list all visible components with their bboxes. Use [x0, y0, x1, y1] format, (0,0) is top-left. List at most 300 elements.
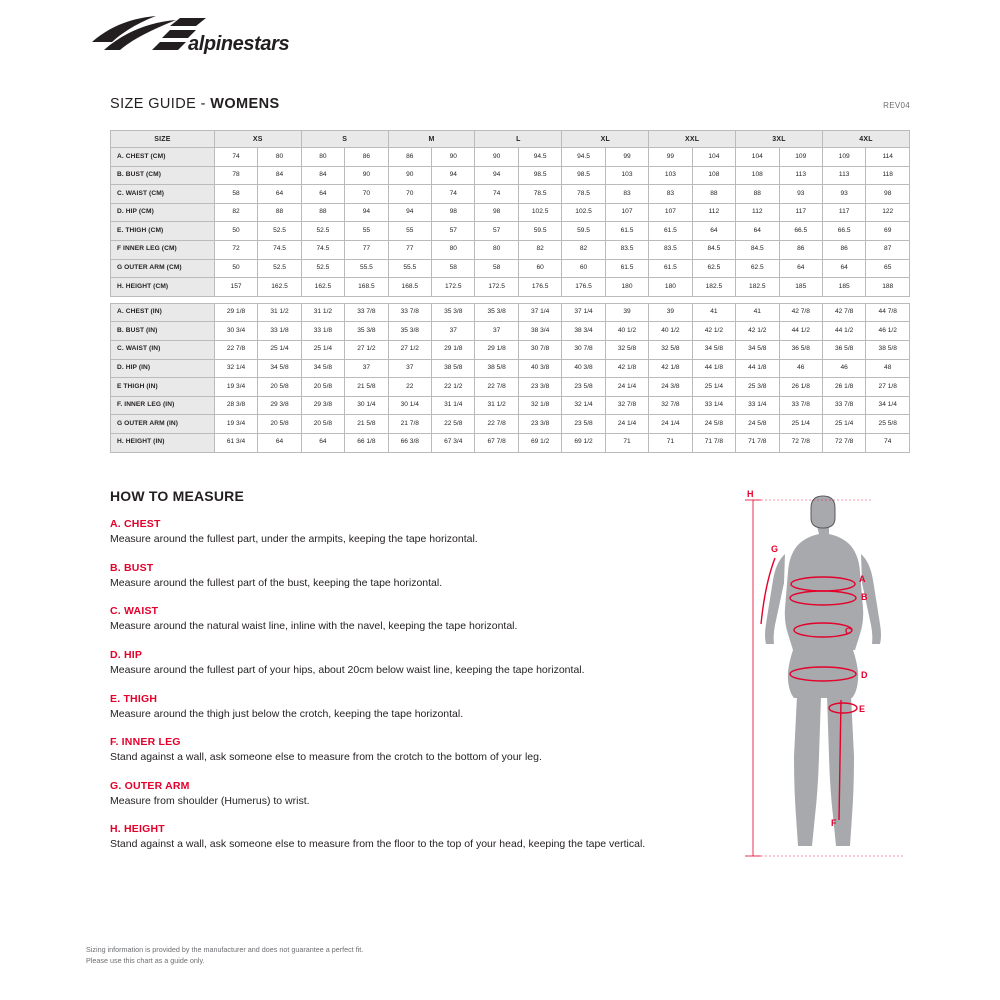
table-cell: 42 1/2 — [736, 322, 779, 341]
table-cell: 109 — [779, 148, 822, 167]
table-cell: 94 — [388, 203, 431, 222]
table-row — [111, 359, 910, 378]
table-cell: 80 — [258, 148, 301, 167]
table-cell: 71 — [649, 433, 692, 452]
table-cell: 19 3/4 — [214, 378, 257, 397]
table-cell: 38 3/4 — [518, 322, 561, 341]
table-cell: 113 — [822, 166, 865, 185]
table-cell: 107 — [649, 203, 692, 222]
table-cell: 88 — [301, 203, 344, 222]
table-cell: 22 5/8 — [432, 415, 475, 434]
table-cell: 87 — [866, 240, 910, 259]
table-cell: 99 — [605, 148, 648, 167]
table-row — [111, 415, 910, 434]
table-cell: 37 — [432, 322, 475, 341]
table-cell: 71 — [605, 433, 648, 452]
table-cell: 55 — [388, 222, 431, 241]
table-cell: 52.5 — [258, 222, 301, 241]
table-body — [111, 148, 910, 453]
table-cell: 38 5/8 — [432, 359, 475, 378]
measure-heading: B. BUST — [110, 561, 154, 574]
measure-heading: H. HEIGHT — [110, 823, 165, 836]
table-cell: 32 1/8 — [518, 396, 561, 415]
table-cell: 71 7/8 — [736, 433, 779, 452]
table-spacer — [111, 296, 910, 303]
table-cell: 61.5 — [605, 259, 648, 278]
table-cell: 64 — [258, 185, 301, 204]
table-cell: 32 1/4 — [562, 396, 605, 415]
table-cell: 78.5 — [518, 185, 561, 204]
table-spacer-cell — [111, 296, 910, 303]
table-cell: 29 1/8 — [432, 340, 475, 359]
table-cell: 33 1/4 — [736, 396, 779, 415]
table-cell: 180 — [605, 278, 648, 297]
revision-label: REV04 — [883, 101, 910, 110]
table-cell: 52.5 — [301, 259, 344, 278]
table-cell: 98 — [475, 203, 518, 222]
table-cell: 20 5/8 — [301, 415, 344, 434]
page-title — [110, 96, 280, 112]
table-cell: 58 — [432, 259, 475, 278]
table-cell: 21 7/8 — [388, 415, 431, 434]
table-cell: 23 3/8 — [518, 378, 561, 397]
table-cell: 33 7/8 — [388, 303, 431, 322]
table-cell: 84.5 — [692, 240, 735, 259]
table-cell: 172.5 — [432, 278, 475, 297]
table-cell: 42 1/8 — [605, 359, 648, 378]
table-cell: 29 3/8 — [258, 396, 301, 415]
table-cell: 46 1/2 — [866, 322, 910, 341]
table-cell: 80 — [475, 240, 518, 259]
table-cell: 46 — [779, 359, 822, 378]
table-cell: 64 — [692, 222, 735, 241]
table-cell: 58 — [214, 185, 257, 204]
table-cell: 74 — [432, 185, 475, 204]
measure-description: Measure around the thigh just below the crotch, keeping the tape horizontal. — [110, 707, 464, 720]
table-cell: 36 5/8 — [779, 340, 822, 359]
row-label: F INNER LEG (CM) — [111, 240, 215, 259]
table-cell: 84.5 — [736, 240, 779, 259]
table-cell: 176.5 — [518, 278, 561, 297]
table-cell: 24 1/4 — [605, 415, 648, 434]
svg-text:A: A — [859, 574, 866, 584]
table-cell: 57 — [432, 222, 475, 241]
measure-heading: F. INNER LEG — [110, 736, 181, 749]
table-cell: 77 — [345, 240, 388, 259]
table-cell: 22 7/8 — [475, 415, 518, 434]
svg-text:C: C — [845, 626, 852, 636]
measure-block — [110, 736, 730, 764]
table-cell: 64 — [258, 433, 301, 452]
table-cell: 94 — [432, 166, 475, 185]
table-cell: 64 — [822, 259, 865, 278]
table-cell: 64 — [301, 185, 344, 204]
row-label: D. HIP (IN) — [111, 359, 215, 378]
table-cell: 74.5 — [258, 240, 301, 259]
measure-block — [110, 693, 730, 721]
table-cell: 44 1/2 — [822, 322, 865, 341]
table-cell: 32 7/8 — [649, 396, 692, 415]
footnote-line-2: Please use this chart as a guide only. — [86, 956, 205, 966]
table-cell: 62.5 — [736, 259, 779, 278]
table-cell: 42 7/8 — [822, 303, 865, 322]
table-cell: 32 1/4 — [214, 359, 257, 378]
table-cell: 168.5 — [345, 278, 388, 297]
table-cell: 52.5 — [258, 259, 301, 278]
row-label: D. HIP (CM) — [111, 203, 215, 222]
measure-heading: C. WAIST — [110, 605, 159, 618]
table-cell: 61.5 — [649, 259, 692, 278]
table-cell: 52.5 — [301, 222, 344, 241]
table-cell: 66.5 — [779, 222, 822, 241]
size-header-m: M — [388, 131, 475, 148]
table-cell: 64 — [736, 222, 779, 241]
table-cell: 31 1/2 — [475, 396, 518, 415]
table-cell: 82 — [562, 240, 605, 259]
table-cell: 33 7/8 — [345, 303, 388, 322]
table-row — [111, 148, 910, 167]
table-cell: 74 — [866, 433, 910, 452]
table-cell: 37 — [388, 359, 431, 378]
table-cell: 38 5/8 — [475, 359, 518, 378]
size-header-xxl: XXL — [649, 131, 736, 148]
table-cell: 114 — [866, 148, 910, 167]
table-cell: 24 3/8 — [649, 378, 692, 397]
table-cell: 35 3/8 — [432, 303, 475, 322]
table-cell: 117 — [822, 203, 865, 222]
table-row — [111, 303, 910, 322]
table-cell: 33 1/8 — [258, 322, 301, 341]
table-cell: 23 5/8 — [562, 378, 605, 397]
row-label: A. CHEST (CM) — [111, 148, 215, 167]
measure-block — [110, 518, 730, 546]
table-cell: 34 1/4 — [866, 396, 910, 415]
table-cell: 162.5 — [301, 278, 344, 297]
size-table — [110, 130, 910, 453]
table-cell: 55 — [345, 222, 388, 241]
table-cell: 74 — [214, 148, 257, 167]
table-cell: 118 — [866, 166, 910, 185]
table-row — [111, 396, 910, 415]
table-cell: 30 7/8 — [518, 340, 561, 359]
table-cell: 94.5 — [562, 148, 605, 167]
row-label: H. HEIGHT (IN) — [111, 433, 215, 452]
table-cell: 57 — [475, 222, 518, 241]
table-row — [111, 240, 910, 259]
table-cell: 112 — [736, 203, 779, 222]
table-cell: 176.5 — [562, 278, 605, 297]
table-cell: 31 1/4 — [432, 396, 475, 415]
table-cell: 94 — [345, 203, 388, 222]
table-cell: 82 — [518, 240, 561, 259]
table-cell: 104 — [692, 148, 735, 167]
measure-description: Measure around the fullest part, under the armpits, keeping the tape horizontal. — [110, 533, 478, 545]
row-label: A. CHEST (IN) — [111, 303, 215, 322]
row-label: C. WAIST (IN) — [111, 340, 215, 359]
table-cell: 33 7/8 — [779, 396, 822, 415]
table-cell: 27 1/8 — [866, 378, 910, 397]
table-cell: 24 5/8 — [736, 415, 779, 434]
table-cell: 84 — [301, 166, 344, 185]
table-cell: 185 — [822, 278, 865, 297]
table-cell: 20 5/8 — [301, 378, 344, 397]
table-cell: 25 1/4 — [692, 378, 735, 397]
table-cell: 107 — [605, 203, 648, 222]
table-cell: 83.5 — [649, 240, 692, 259]
table-cell: 25 1/4 — [301, 340, 344, 359]
size-header-xs: XS — [214, 131, 301, 148]
table-cell: 82 — [214, 203, 257, 222]
table-cell: 84 — [258, 166, 301, 185]
table-cell: 113 — [779, 166, 822, 185]
table-cell: 185 — [779, 278, 822, 297]
table-cell: 42 1/2 — [692, 322, 735, 341]
table-cell: 30 7/8 — [562, 340, 605, 359]
table-cell: 36 5/8 — [822, 340, 865, 359]
page-title-prefix: SIZE GUIDE - — [110, 96, 211, 112]
table-row — [111, 278, 910, 297]
table-cell: 188 — [866, 278, 910, 297]
row-label: B. BUST (IN) — [111, 322, 215, 341]
table-cell: 24 5/8 — [692, 415, 735, 434]
table-row — [111, 203, 910, 222]
table-cell: 103 — [649, 166, 692, 185]
measure-heading: A. CHEST — [110, 518, 161, 530]
table-cell: 55.5 — [345, 259, 388, 278]
table-cell: 40 3/8 — [562, 359, 605, 378]
table-row — [111, 433, 910, 452]
table-cell: 32 5/8 — [605, 340, 648, 359]
table-cell: 59.5 — [518, 222, 561, 241]
table-cell: 98.5 — [562, 166, 605, 185]
table-cell: 25 3/8 — [736, 378, 779, 397]
table-cell: 32 7/8 — [605, 396, 648, 415]
table-cell: 94.5 — [518, 148, 561, 167]
table-cell: 44 1/2 — [779, 322, 822, 341]
table-cell: 22 1/2 — [432, 378, 475, 397]
how-to-measure-title: HOW TO MEASURE — [110, 488, 244, 504]
table-cell: 98.5 — [518, 166, 561, 185]
table-cell: 86 — [345, 148, 388, 167]
table-cell: 27 1/2 — [345, 340, 388, 359]
table-cell: 98 — [866, 185, 910, 204]
table-cell: 172.5 — [475, 278, 518, 297]
table-cell: 83 — [605, 185, 648, 204]
table-cell: 22 — [388, 378, 431, 397]
table-cell: 157 — [214, 278, 257, 297]
table-cell: 32 5/8 — [649, 340, 692, 359]
table-cell: 80 — [301, 148, 344, 167]
svg-text:F: F — [831, 818, 837, 828]
table-cell: 42 7/8 — [779, 303, 822, 322]
measure-block — [110, 780, 730, 808]
table-cell: 40 1/2 — [649, 322, 692, 341]
svg-text:alpinestars: alpinestars — [188, 33, 290, 55]
table-cell: 109 — [822, 148, 865, 167]
alpinestars-logo — [84, 12, 314, 58]
size-table-wrap — [110, 130, 910, 453]
table-cell: 41 — [736, 303, 779, 322]
table-cell: 55.5 — [388, 259, 431, 278]
table-cell: 88 — [692, 185, 735, 204]
table-cell: 27 1/2 — [388, 340, 431, 359]
table-cell: 86 — [388, 148, 431, 167]
table-cell: 50 — [214, 259, 257, 278]
table-cell: 69 1/2 — [562, 433, 605, 452]
table-cell: 80 — [432, 240, 475, 259]
table-cell: 34 5/8 — [258, 359, 301, 378]
table-cell: 26 1/8 — [822, 378, 865, 397]
table-cell: 60 — [562, 259, 605, 278]
table-row — [111, 340, 910, 359]
row-label: F. INNER LEG (IN) — [111, 396, 215, 415]
table-cell: 102.5 — [518, 203, 561, 222]
table-cell: 59.5 — [562, 222, 605, 241]
table-cell: 24 1/4 — [649, 415, 692, 434]
measure-description: Measure around the fullest part of the bust, keeping the tape horizontal. — [110, 576, 443, 589]
table-cell: 108 — [736, 166, 779, 185]
table-cell: 90 — [388, 166, 431, 185]
table-cell: 99 — [649, 148, 692, 167]
measure-block — [110, 605, 730, 633]
table-cell: 23 5/8 — [562, 415, 605, 434]
table-cell: 44 1/8 — [736, 359, 779, 378]
table-cell: 83.5 — [605, 240, 648, 259]
size-header-3xl: 3XL — [736, 131, 823, 148]
table-cell: 30 3/4 — [214, 322, 257, 341]
table-cell: 108 — [692, 166, 735, 185]
row-label: G OUTER ARM (CM) — [111, 259, 215, 278]
table-cell: 86 — [779, 240, 822, 259]
table-cell: 94 — [475, 166, 518, 185]
table-cell: 90 — [432, 148, 475, 167]
table-cell: 39 — [605, 303, 648, 322]
size-header-s: S — [301, 131, 388, 148]
measure-heading: G. OUTER ARM — [110, 779, 190, 792]
table-cell: 78 — [214, 166, 257, 185]
table-cell: 35 3/8 — [388, 322, 431, 341]
row-label: G OUTER ARM (IN) — [111, 415, 215, 434]
page-title-suffix: WOMENS — [210, 96, 280, 112]
table-cell: 66.5 — [822, 222, 865, 241]
table-cell: 182.5 — [736, 278, 779, 297]
table-cell: 20 5/8 — [258, 378, 301, 397]
row-label: E. THIGH (CM) — [111, 222, 215, 241]
footnote-line-1: Sizing information is provided by the manufacturer and does not guarantee a perfect fit. — [86, 945, 364, 954]
table-cell: 29 3/8 — [301, 396, 344, 415]
table-cell: 90 — [345, 166, 388, 185]
table-cell: 83 — [649, 185, 692, 204]
table-cell: 31 1/2 — [258, 303, 301, 322]
table-cell: 29 1/8 — [214, 303, 257, 322]
table-cell: 48 — [866, 359, 910, 378]
table-cell: 90 — [475, 148, 518, 167]
table-cell: 42 1/8 — [649, 359, 692, 378]
table-cell: 104 — [736, 148, 779, 167]
table-cell: 34 5/8 — [736, 340, 779, 359]
table-header-row — [111, 131, 910, 148]
measure-heading: E. THIGH — [110, 692, 158, 705]
table-cell: 29 1/8 — [475, 340, 518, 359]
footnote — [86, 944, 363, 966]
table-cell: 28 3/8 — [214, 396, 257, 415]
table-cell: 62.5 — [692, 259, 735, 278]
table-cell: 40 1/2 — [605, 322, 648, 341]
table-row — [111, 378, 910, 397]
table-cell: 98 — [432, 203, 475, 222]
size-header-l: L — [475, 131, 562, 148]
table-cell: 34 5/8 — [301, 359, 344, 378]
table-row — [111, 185, 910, 204]
table-cell: 25 5/8 — [866, 415, 910, 434]
table-cell: 168.5 — [388, 278, 431, 297]
table-cell: 35 3/8 — [345, 322, 388, 341]
row-label: E THIGH (IN) — [111, 378, 215, 397]
table-cell: 61 3/4 — [214, 433, 257, 452]
page-title-row — [110, 96, 910, 112]
table-cell: 182.5 — [692, 278, 735, 297]
table-cell: 34 5/8 — [692, 340, 735, 359]
svg-text:E: E — [859, 704, 866, 714]
table-cell: 74.5 — [301, 240, 344, 259]
size-header-4xl: 4XL — [822, 131, 909, 148]
row-label: C. WAIST (CM) — [111, 185, 215, 204]
table-cell: 67 3/4 — [432, 433, 475, 452]
table-cell: 117 — [779, 203, 822, 222]
table-cell: 77 — [388, 240, 431, 259]
table-cell: 66 3/8 — [388, 433, 431, 452]
table-cell: 37 — [345, 359, 388, 378]
table-cell: 20 5/8 — [258, 415, 301, 434]
table-cell: 22 7/8 — [214, 340, 257, 359]
table-cell: 38 3/4 — [562, 322, 605, 341]
table-cell: 44 7/8 — [866, 303, 910, 322]
table-cell: 19 3/4 — [214, 415, 257, 434]
table-cell: 39 — [649, 303, 692, 322]
table-cell: 37 1/4 — [518, 303, 561, 322]
table-cell: 33 1/4 — [692, 396, 735, 415]
table-row — [111, 222, 910, 241]
table-cell: 26 1/8 — [779, 378, 822, 397]
table-cell: 88 — [258, 203, 301, 222]
table-cell: 72 7/8 — [822, 433, 865, 452]
table-cell: 72 — [214, 240, 257, 259]
table-cell: 24 1/4 — [605, 378, 648, 397]
table-cell: 25 1/4 — [822, 415, 865, 434]
table-cell: 86 — [822, 240, 865, 259]
table-cell: 88 — [736, 185, 779, 204]
svg-text:B: B — [861, 592, 868, 602]
table-row — [111, 259, 910, 278]
table-cell: 61.5 — [605, 222, 648, 241]
svg-text:H: H — [747, 490, 754, 499]
measure-description: Stand against a wall, ask someone else to measure from the floor to the top of your head, keeping the tape vertical. — [110, 838, 646, 851]
table-cell: 38 5/8 — [866, 340, 910, 359]
measure-block — [110, 823, 730, 851]
table-cell: 71 7/8 — [692, 433, 735, 452]
table-cell: 93 — [822, 185, 865, 204]
how-to-measure-list — [110, 518, 730, 867]
table-cell: 60 — [518, 259, 561, 278]
table-cell: 31 1/2 — [301, 303, 344, 322]
table-cell: 37 1/4 — [562, 303, 605, 322]
table-cell: 50 — [214, 222, 257, 241]
svg-text:D: D — [861, 670, 868, 680]
table-cell: 162.5 — [258, 278, 301, 297]
table-row — [111, 166, 910, 185]
table-cell: 69 1/2 — [518, 433, 561, 452]
table-cell: 70 — [388, 185, 431, 204]
